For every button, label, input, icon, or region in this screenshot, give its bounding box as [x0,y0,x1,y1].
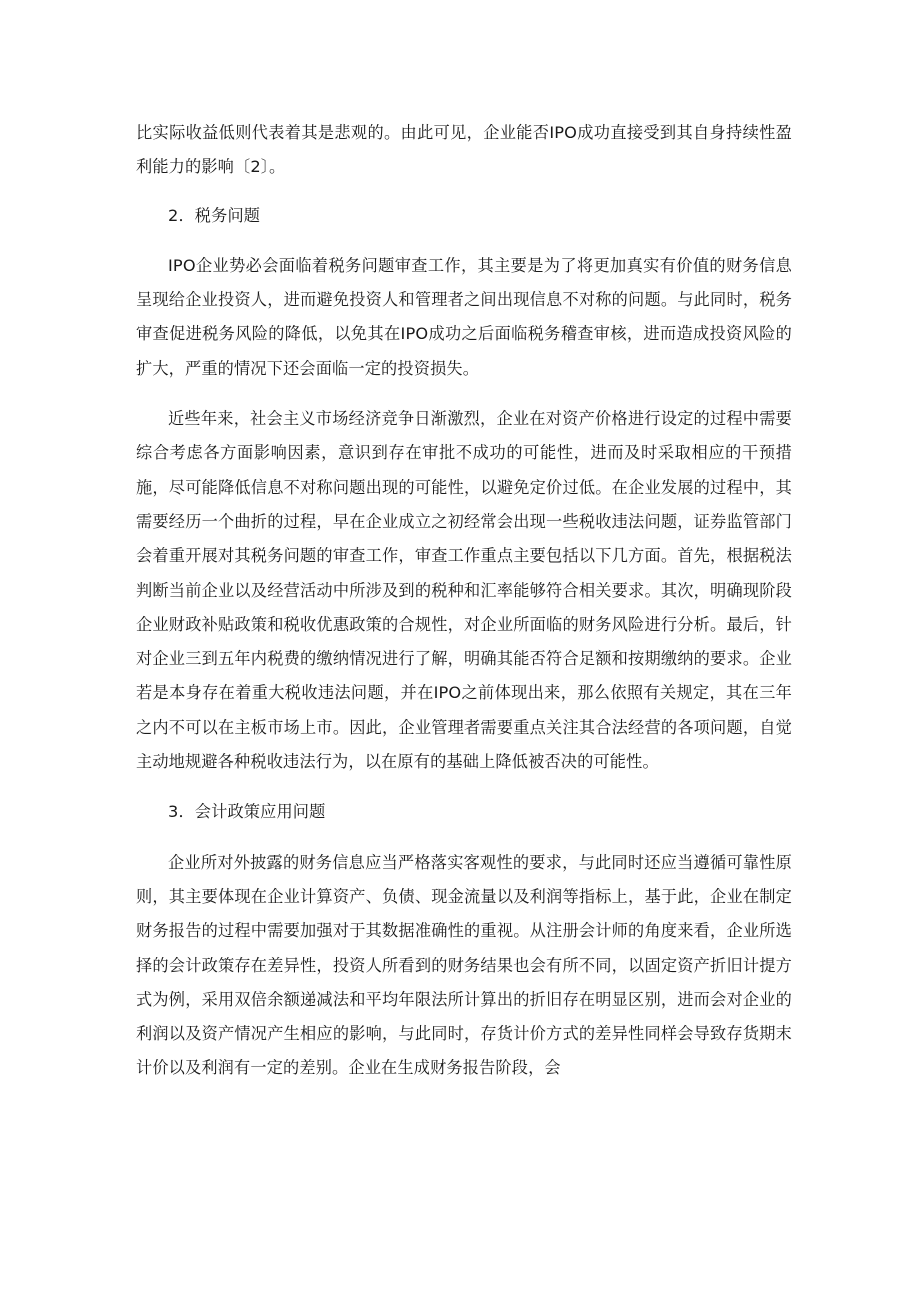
section-2-paragraph-1: IPO企业势必会面临着税务问题审查工作，其主要是为了将更加真实有价值的财务信息呈现给企业投资人，进而避免投资人和管理者之间出现信息不对称的问题。与此同时，税务审查促进税务风险的降低，以免其在IPO成功之后面临税务稽查审核，进而造成投资风险的扩大，严重的情况下还会面临一定的投资损失。 [136,255,792,378]
section-2-paragraph-2: 近些年来，社会主义市场经济竞争日渐激烈，企业在对资产价格进行设定的过程中需要综合考虑各方面影响因素，意识到存在审批不成功的可能性，进而及时采取相应的干预措施，尽可能降低信息不对称问题出现的可能性，以避免定价过低。在企业发展的过程中，其需要经历一个曲折的过程，早在企业成立之初经常会出现一些税收违法问题，证券监管部门会着重开展对其税务问题的审查工作，审查工作重点主要包括以下几方面。首先，根据税法判断当前企业以及经营活动中所涉及到的税种和汇率能够符合相关要求。其次，明确现阶段企业财政补贴政策和税收优惠政策的合规性，对企业所面临的财务风险进行分析。最后，针对企业三到五年内税费的缴纳情况进行了解，明确其能否符合足额和按期缴纳的要求。企业若是本身存在着重大税收违法问题，并在IPO之前体现出来，那么依照有关规定，其在三年之内不可以在主板市场上市。因此，企业管理者需要重点关注其合法经营的各项问题，自觉主动地规避各种税收违法行为，以在原有的基础上降低被否决的可能性。 [136,409,792,772]
section-3-paragraph-1: 企业所对外披露的财务信息应当严格落实客观性的要求，与此同时还应当遵循可靠性原则，其主要体现在企业计算资产、负债、现金流量以及利润等指标上，基于此，企业在制定财务报告的过程中需要加强对于其数据准确性的重视。从注册会计师的角度来看，企业所选择的会计政策存在差异性，投资人所看到的财务结果也会有所不同，以固定资产折旧计提方式为例，采用双倍余额递减法和平均年限法所计算出的折旧存在明显区别，进而会对企业的利润以及资产情况产生相应的影响，与此同时，存货计价方式的差异性同样会导致存货期末计价以及利润有一定的差别。企业在生成财务报告阶段，会 [136,852,792,1078]
section-3-heading: 3．会计政策应用问题 [168,802,326,822]
continuation-paragraph: 比实际收益低则代表着其是悲观的。由此可见，企业能否IPO成功直接受到其自身持续性盈利能力的影响〔2〕。 [136,123,792,177]
document-body [136,116,792,1086]
section-2-heading: 2．税务问题 [168,205,261,225]
